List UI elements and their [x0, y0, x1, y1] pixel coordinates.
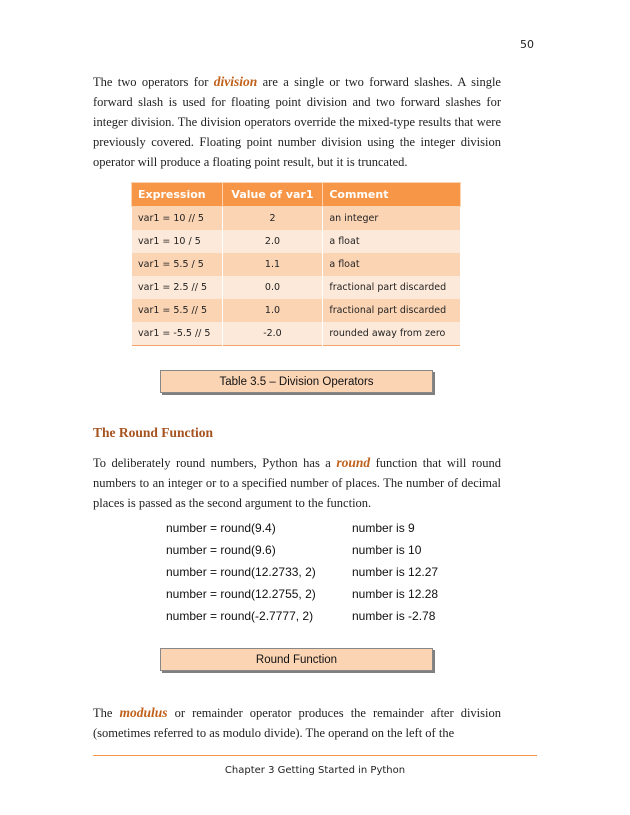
- modulus-keyword: modulus: [119, 705, 168, 720]
- division-intro-paragraph: [93, 72, 501, 172]
- cell-expression: var1 = 2.5 // 5: [132, 276, 223, 299]
- cell-value: 1.0: [222, 299, 323, 322]
- footer-divider: [93, 755, 537, 756]
- cell-expression: var1 = -5.5 // 5: [132, 322, 223, 346]
- division-keyword: division: [213, 74, 258, 89]
- round-example-result: number is 9: [352, 521, 415, 535]
- round-para-after: function that will round numbers to an integer or to a specified number of places. The number of decimal places is passed as the second argument to the function.: [93, 456, 502, 510]
- cell-comment: a float: [323, 253, 461, 276]
- round-example-row: [166, 609, 466, 631]
- table-row: [132, 299, 461, 322]
- cell-value: 1.1: [222, 253, 323, 276]
- round-example-expression: number = round(-2.7777, 2): [166, 609, 314, 623]
- cell-expression: var1 = 10 / 5: [132, 230, 223, 253]
- header-comment: Comment: [323, 183, 461, 207]
- round-function-caption: Round Function: [160, 648, 433, 671]
- round-para-before: To deliberately round numbers, Python has a: [93, 456, 337, 470]
- cell-expression: var1 = 5.5 / 5: [132, 253, 223, 276]
- cell-comment: a float: [323, 230, 461, 253]
- division-operators-table: [131, 182, 461, 346]
- round-example-result: number is -2.78: [352, 609, 436, 623]
- round-example-result: number is 12.27: [352, 565, 439, 579]
- table-header-row: [132, 183, 461, 207]
- round-example-row: [166, 543, 466, 565]
- round-examples: [166, 521, 466, 631]
- cell-comment: fractional part discarded: [323, 299, 461, 322]
- round-example-row: [166, 565, 466, 587]
- round-example-result: number is 12.28: [352, 587, 439, 601]
- round-paragraph: [93, 453, 501, 513]
- round-example-row: [166, 587, 466, 609]
- round-function-heading: The Round Function: [93, 425, 214, 440]
- table-row: [132, 322, 461, 346]
- round-example-row: [166, 521, 466, 543]
- division-intro-after: are a single or two forward slashes. A single forward slash is used for floating point division and two forward slashes for integer division. The division operators override the mixed-type results that were previously covered. Floating point number division using the integer division operator will produce a floating point result, but it is truncated.: [93, 75, 501, 169]
- modulus-para-before: The: [93, 706, 120, 720]
- cell-expression: var1 = 10 // 5: [132, 207, 223, 231]
- cell-value: 0.0: [222, 276, 323, 299]
- cell-expression: var1 = 5.5 // 5: [132, 299, 223, 322]
- division-intro-before: The two operators for: [93, 75, 214, 89]
- page-number: 50: [520, 38, 534, 51]
- footer-chapter-title: Chapter 3 Getting Started in Python: [224, 765, 406, 776]
- table-row: [132, 207, 461, 231]
- round-example-expression: number = round(9.4): [166, 521, 276, 535]
- round-example-expression: number = round(12.2755, 2): [166, 587, 316, 601]
- round-example-result: number is 10: [352, 543, 422, 557]
- division-table-caption: Table 3.5 – Division Operators: [160, 370, 433, 393]
- round-keyword: round: [336, 455, 371, 470]
- cell-comment: fractional part discarded: [323, 276, 461, 299]
- table-row: [132, 230, 461, 253]
- round-example-expression: number = round(9.6): [166, 543, 276, 557]
- round-example-expression: number = round(12.2733, 2): [166, 565, 316, 579]
- table-row: [132, 253, 461, 276]
- cell-comment: an integer: [323, 207, 461, 231]
- header-value: Value of var1: [222, 183, 323, 207]
- cell-value: -2.0: [222, 322, 323, 346]
- cell-value: 2: [222, 207, 323, 231]
- modulus-paragraph: [93, 703, 501, 743]
- table-row: [132, 276, 461, 299]
- modulus-para-after: or remainder operator produces the remainder after division (sometimes referred to as modulo divide). The operand on the left of the: [93, 706, 501, 740]
- cell-value: 2.0: [222, 230, 323, 253]
- cell-comment: rounded away from zero: [323, 322, 461, 346]
- header-expression: Expression: [132, 183, 223, 207]
